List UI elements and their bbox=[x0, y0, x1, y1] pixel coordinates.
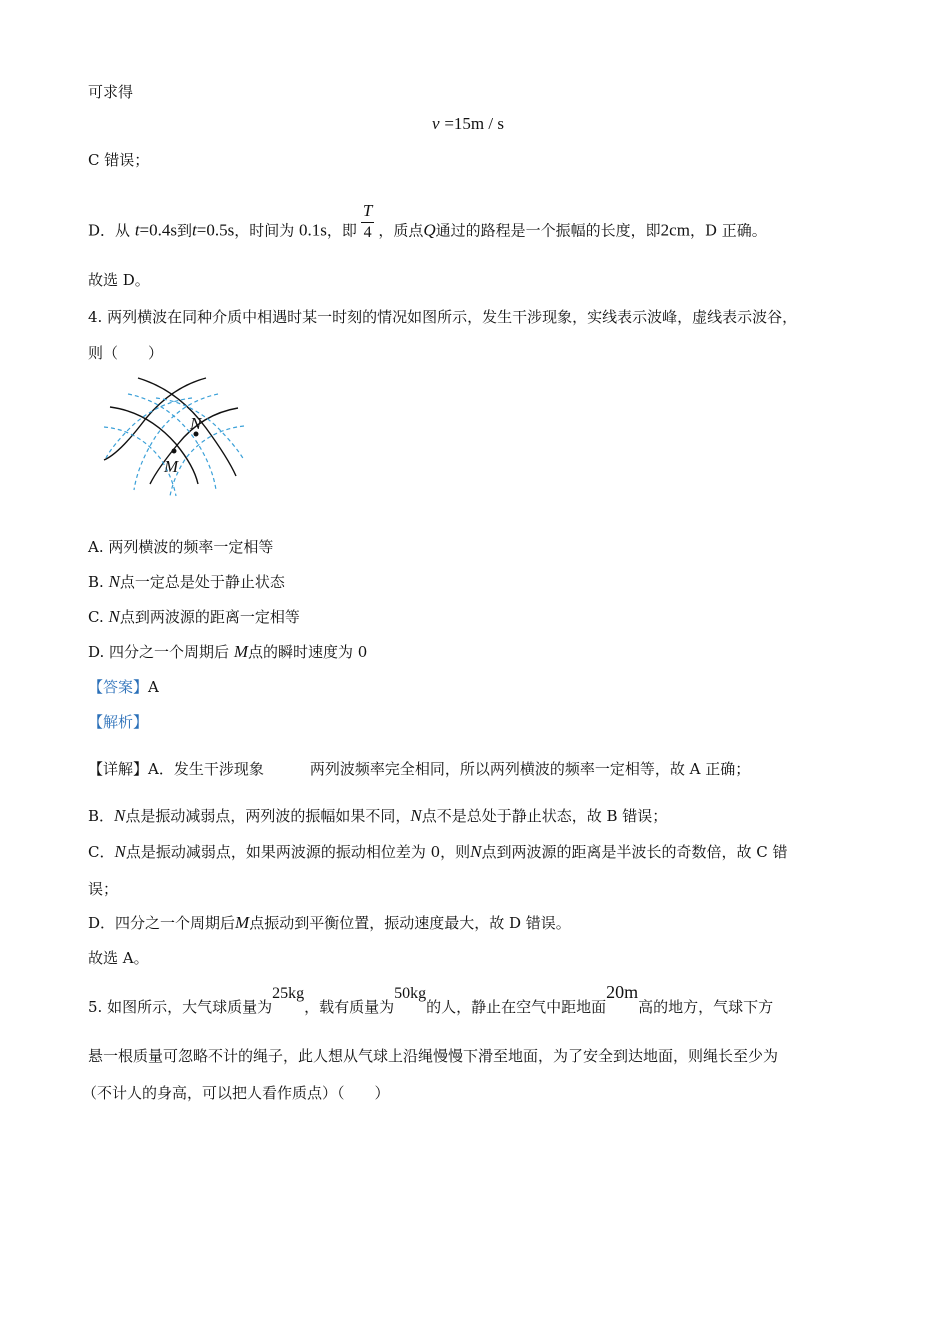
option-b bbox=[88, 572, 285, 592]
fraction-numerator: T bbox=[361, 200, 374, 223]
answer-line bbox=[88, 677, 159, 697]
var-n: N bbox=[410, 806, 422, 825]
question-5-stem-cont: 悬一根质量可忽略不计的绳子，此人想从气球上沿绳慢慢下滑至地面，为了安全到达地面，则绳长至少为 bbox=[88, 1047, 779, 1065]
text: 点到两波源的距离一定相等 bbox=[119, 608, 300, 626]
text: D．从 bbox=[88, 221, 131, 240]
detail-line-d bbox=[88, 913, 571, 933]
label-m: M bbox=[164, 457, 179, 476]
text: C． bbox=[88, 843, 115, 861]
value: =0.5s bbox=[196, 220, 235, 240]
text-line: 故选 D。 bbox=[88, 271, 150, 289]
text: 点到两波源的距离是半波长的奇数倍，故 C 错 bbox=[481, 843, 788, 861]
value: 2cm bbox=[660, 220, 690, 240]
text: 两列波频率完全相同，所以两列横波的频率一定相等，故 A 正确； bbox=[309, 760, 751, 778]
question-4-stem: 4. 两列横波在同种介质中相遇时某一时刻的情况如图所示，发生干涉现象，实线表示波峰，虚线表示波谷， bbox=[88, 308, 798, 326]
question-5-stem-cont2: （不计人的身高，可以把人看作质点）（ ） bbox=[82, 1084, 390, 1102]
detail-conclusion: 故选 A。 bbox=[88, 949, 149, 967]
text: 点不是总处于静止状态，故 B 错误； bbox=[421, 807, 668, 825]
text: 点是振动减弱点，两列波的振幅如果不同， bbox=[125, 807, 411, 825]
question-4-stem-cont: 则（ ） bbox=[88, 344, 164, 362]
text: B. bbox=[88, 573, 104, 591]
detail-line-a bbox=[88, 759, 750, 779]
answer-value: A bbox=[148, 678, 159, 696]
fraction-t-over-4 bbox=[361, 200, 374, 243]
text-line: C 错误； bbox=[88, 151, 150, 169]
var-m: M bbox=[235, 913, 250, 932]
answer-tag: 【答案】 bbox=[88, 678, 149, 696]
eq-value: =15m / s bbox=[444, 114, 504, 133]
text: 点是振动减弱点，如果两波源的振动相位差为 0，则 bbox=[125, 843, 471, 861]
text: 的人，静止在空气中距地面 bbox=[426, 998, 607, 1016]
value: 0.1s bbox=[299, 220, 327, 240]
var-n: N bbox=[114, 806, 126, 825]
analysis-tag: 【解析】 bbox=[88, 713, 149, 731]
text: 点一定总是处于静止状态 bbox=[119, 573, 285, 591]
point-m-dot bbox=[172, 449, 177, 454]
text: ，即 bbox=[326, 221, 357, 240]
detail-line-c bbox=[88, 842, 788, 862]
text: A．发生干涉现象 bbox=[148, 760, 264, 778]
question-5-stem bbox=[88, 982, 774, 1018]
fraction-denominator: 4 bbox=[363, 224, 372, 241]
text: 点的瞬时速度为 0 bbox=[247, 643, 368, 661]
text: 高的地方，气球下方 bbox=[638, 998, 774, 1016]
text: ，载有质量为 bbox=[304, 998, 395, 1016]
trough-lines bbox=[104, 394, 244, 496]
option-c bbox=[88, 607, 300, 627]
text: ，D 正确。 bbox=[689, 221, 767, 240]
label-n: N bbox=[190, 414, 202, 433]
height: 20m bbox=[606, 982, 639, 1002]
var-n: N bbox=[114, 842, 126, 861]
var-t: t bbox=[192, 220, 197, 240]
crest-arc bbox=[138, 378, 236, 476]
text-line: 可求得 bbox=[88, 83, 134, 101]
option-d bbox=[88, 642, 367, 662]
var-n: N bbox=[470, 842, 482, 861]
var-m: M bbox=[233, 642, 248, 661]
mass-balloon: 25kg bbox=[272, 985, 305, 1002]
var-t: t bbox=[134, 220, 140, 240]
wave-interference-figure bbox=[98, 372, 248, 502]
mass-person: 50kg bbox=[394, 985, 427, 1002]
option-d-explanation bbox=[88, 201, 767, 253]
option-a: A. 两列横波的频率一定相等 bbox=[88, 538, 274, 556]
detail-line-c-wrap: 误； bbox=[88, 880, 119, 898]
eq-variable: v bbox=[432, 114, 440, 133]
text: 到 bbox=[177, 221, 193, 240]
text: B． bbox=[88, 807, 115, 825]
text: 5. 如图所示，大气球质量为 bbox=[88, 998, 273, 1016]
text: D．四分之一个周期后 bbox=[88, 914, 236, 932]
text: D. 四分之一个周期后 bbox=[88, 643, 230, 661]
detail-line-b bbox=[88, 806, 667, 826]
text: 通过的路程是一个振幅的长度，即 bbox=[435, 221, 661, 240]
text: C. bbox=[88, 608, 104, 626]
var-q: Q bbox=[423, 220, 436, 240]
text: ，时间为 bbox=[234, 221, 295, 240]
text: 点振动到平衡位置，振动速度最大，故 D 错误。 bbox=[249, 914, 571, 932]
text: ，质点 bbox=[378, 221, 424, 240]
var-n: N bbox=[108, 607, 120, 626]
equation-velocity bbox=[432, 114, 504, 134]
detail-tag: 【详解】 bbox=[88, 760, 149, 778]
value: =0.4s bbox=[139, 220, 177, 240]
var-n: N bbox=[108, 572, 120, 591]
